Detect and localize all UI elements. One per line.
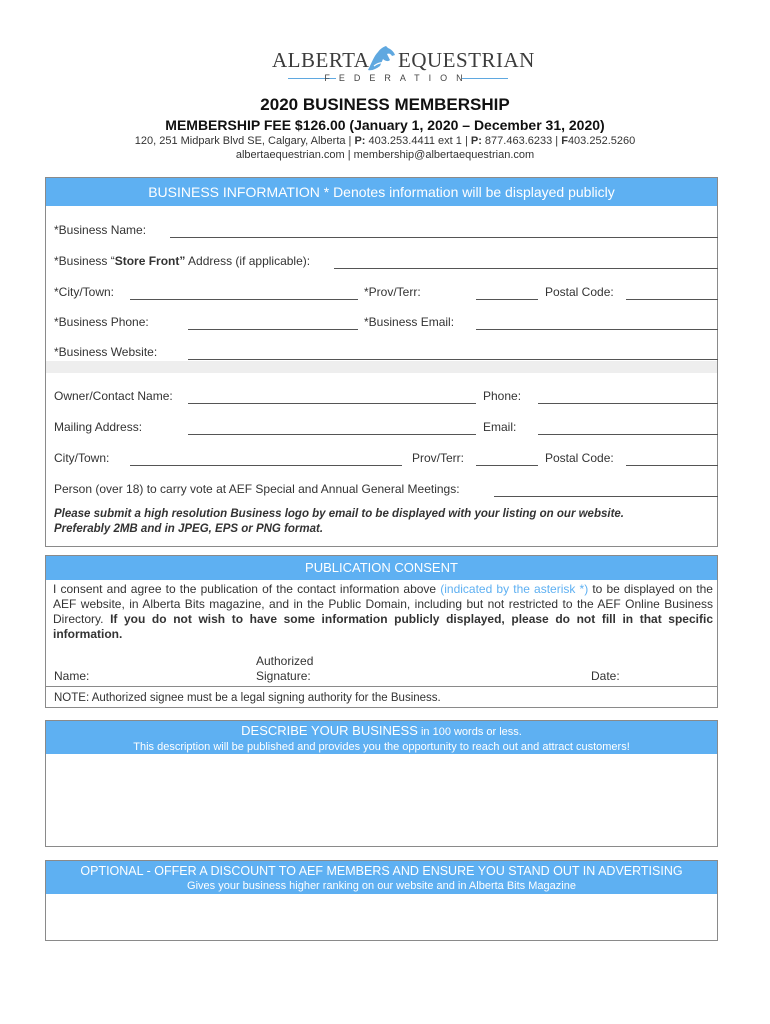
consent-signature-label: Signature: — [256, 669, 311, 683]
mailing-label: Mailing Address: — [54, 420, 143, 434]
contact-address — [0, 135, 770, 147]
store-pre: *Business “ — [54, 254, 115, 268]
page-title: 2020 BUSINESS MEMBERSHIP — [260, 95, 510, 114]
business-website-label: *Business Website: — [54, 345, 158, 359]
logo-note-1: Please submit a high resolution Business logo by email to be displayed with your listing on our website. — [54, 508, 624, 520]
optional-title: OPTIONAL - OFFER A DISCOUNT TO AEF MEMBERS AND ENSURE YOU STAND OUT IN ADVERTISING — [80, 864, 683, 878]
owner-field[interactable] — [188, 403, 476, 404]
vote-field[interactable] — [494, 496, 718, 497]
consent-name-label: Name: — [54, 669, 90, 683]
store-post: Address (if applicable): — [185, 254, 311, 268]
describe-panel — [45, 720, 718, 847]
consent-text-1: I consent and agree to the publication of the contact information above — [53, 582, 441, 596]
store-front-field[interactable] — [334, 268, 718, 269]
prov2-label: Prov/Terr: — [412, 451, 465, 465]
prov2-field[interactable] — [476, 465, 538, 466]
mailing-email-label: Email: — [483, 420, 517, 434]
section-divider — [46, 361, 717, 373]
postal2-label: Postal Code: — [545, 451, 614, 465]
describe-title-main: DESCRIBE YOUR BUSINESS — [241, 723, 418, 738]
consent-panel — [45, 555, 718, 708]
membership-fee: MEMBERSHIP FEE $126.00 (January 1, 2020 – December 31, 2020) — [165, 117, 605, 133]
optional-panel — [45, 860, 718, 941]
describe-title-small: in 100 words or less. — [417, 726, 522, 738]
phone2-label: P: — [470, 135, 482, 147]
business-name-field[interactable] — [170, 237, 718, 238]
consent-text-2: to be displayed on the AEF website, in Alberta Bits magazine, and in the Public Domain, including but not restricted to the AEF Online Business Directory. — [53, 582, 713, 626]
describe-bar — [46, 721, 717, 754]
prov-field[interactable] — [476, 299, 538, 300]
optional-bar — [46, 861, 717, 894]
postal-label: Postal Code: — [545, 285, 614, 299]
consent-auth-label: Authorized — [256, 654, 314, 668]
mailing-field[interactable] — [188, 434, 476, 435]
vote-label: Person (over 18) to carry vote at AEF Special and Annual General Meetings: — [54, 482, 460, 496]
postal-field[interactable] — [626, 299, 718, 300]
consent-note: NOTE: Authorized signee must be a legal signing authority for the Business. — [54, 692, 441, 704]
logo-note-2: Preferably 2MB and in JPEG, EPS or PNG format. — [54, 523, 324, 535]
prov-label: *Prov/Terr: — [364, 285, 421, 299]
consent-bar: PUBLICATION CONSENT — [46, 556, 717, 580]
store-bold: Store Front” — [114, 254, 186, 268]
business-phone-label: *Business Phone: — [54, 315, 149, 329]
owner-label: Owner/Contact Name: — [54, 389, 173, 403]
describe-title — [46, 723, 717, 740]
business-email-label: *Business Email: — [364, 315, 455, 329]
address-text: 120, 251 Midpark Blvd SE, Calgary, Alberta | — [134, 135, 355, 147]
phone1-label: P: — [354, 135, 366, 147]
fax-label: F — [561, 135, 568, 147]
business-info-bar: BUSINESS INFORMATION * Denotes information will be displayed publicly — [46, 178, 717, 206]
mailing-email-field[interactable] — [538, 434, 718, 435]
horse-head-icon — [364, 44, 398, 76]
describe-subtitle: This description will be published and provides you the opportunity to reach out and attract customers! — [133, 741, 630, 753]
consent-date-label: Date: — [591, 669, 620, 683]
consent-text-blue: (indicated by the asterisk *) — [440, 582, 589, 596]
optional-textarea[interactable] — [46, 894, 717, 940]
business-info-panel — [45, 177, 718, 547]
city2-label: City/Town: — [54, 451, 110, 465]
logo-word-alberta: ALBERTA — [272, 48, 370, 72]
fax: 403.252.5260 — [567, 135, 636, 147]
business-name-label: *Business Name: — [54, 223, 147, 237]
business-phone-field[interactable] — [188, 329, 358, 330]
logo-federation: FEDERATION — [324, 73, 472, 83]
city2-field[interactable] — [130, 465, 402, 466]
describe-textarea[interactable] — [46, 754, 717, 846]
logo-word-equestrian: EQUESTRIAN — [398, 48, 535, 72]
owner-phone-field[interactable] — [538, 403, 718, 404]
postal2-field[interactable] — [626, 465, 718, 466]
store-front-label — [54, 254, 310, 268]
optional-subtitle: Gives your business higher ranking on our website and in Alberta Bits Magazine — [187, 880, 576, 892]
consent-paragraph — [53, 582, 713, 642]
owner-phone-label: Phone: — [483, 389, 522, 403]
phone1: 403.253.4411 ext 1 | — [365, 135, 471, 147]
aef-logo — [240, 44, 535, 86]
phone2: 877.463.6233 | — [481, 135, 562, 147]
business-email-field[interactable] — [476, 329, 718, 330]
city-label: *City/Town: — [54, 285, 115, 299]
consent-divider — [46, 686, 717, 687]
consent-text-bold: If you do not wish to have some information publicly displayed, please do not fill in that specific information. — [53, 612, 713, 641]
business-website-field[interactable] — [188, 359, 718, 360]
city-field[interactable] — [130, 299, 358, 300]
web-contact: albertaequestrian.com | membership@albertaequestrian.com — [235, 149, 535, 161]
